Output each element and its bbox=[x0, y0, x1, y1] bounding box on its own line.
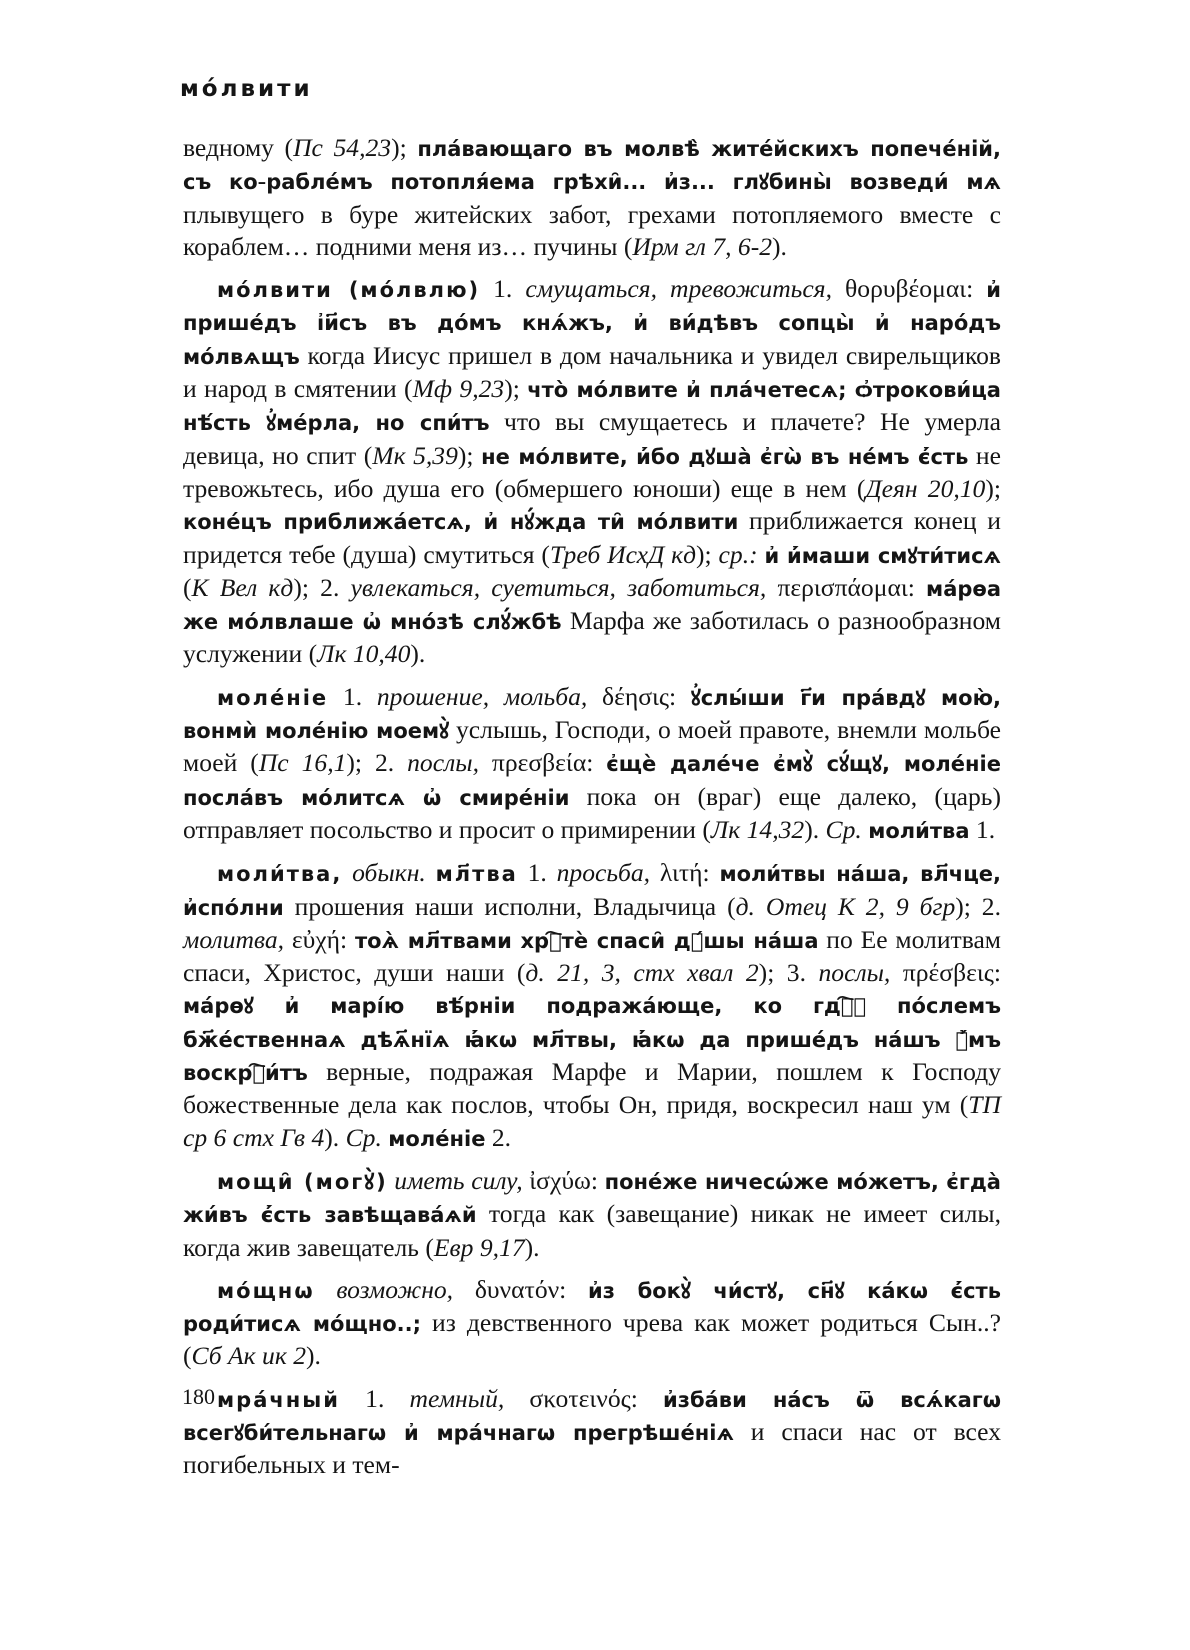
italic-text: Пс 16,1 bbox=[258, 748, 347, 778]
entry-headword: мощи̑ (могꙋ̀) bbox=[217, 1169, 388, 1194]
italic-text: прошение, мольба, bbox=[376, 681, 588, 711]
church-slavonic-quote: и҆з бокꙋ̀ чи́стꙋ, сн҃ꙋ ка́кѡ є҆́сть роди́тисѧ мо́щно..; bbox=[183, 1278, 1001, 1337]
text-segment: что вы смущаетесь и плачете? Не умерла девица, но спит ( bbox=[183, 407, 1001, 470]
church-slavonic-quote: тоѧ̀ мл҃твами хрⷭ҇тѐ спаси̑ дꙋ́шы на́ша bbox=[354, 928, 819, 953]
italic-text: д. Отец К 2, 9 бгр bbox=[735, 891, 956, 921]
text-segment bbox=[758, 540, 765, 569]
text-segment: Марфа же заботилась о разнообразном услужении ( bbox=[183, 606, 1001, 669]
italic-text: Евр 9,17 bbox=[433, 1232, 525, 1262]
italic-text: Мф 9,23 bbox=[412, 374, 505, 404]
text-segment: по Ее молитвам спаси, Христос, души наши ( bbox=[183, 924, 1002, 988]
church-slavonic-quote: поне́же ничесѡ́же мо́жетъ, є҆гда̀ жи́въ є҆́сть завѣщава́ѧй bbox=[183, 1169, 1001, 1228]
entry-headword: мл҃тва bbox=[435, 862, 518, 887]
continuation-paragraph bbox=[183, 132, 1001, 263]
entry-headword: моли́тва, bbox=[217, 862, 343, 887]
italic-text: послы, bbox=[407, 748, 479, 778]
text-segment: из девственного чрева как может родиться Сын..? ( bbox=[183, 1308, 1001, 1371]
text-segment: 1. bbox=[328, 681, 377, 711]
italic-text: Лк 14,32 bbox=[710, 814, 805, 844]
text-segment: ); 2. bbox=[346, 748, 408, 778]
italic-text: Деян 20,10 bbox=[865, 473, 986, 503]
church-slavonic-quote: коне́цъ приближа́етсѧ, и҆ нꙋ́жда ти̑ мо́лвити bbox=[183, 510, 739, 535]
text-segment: ( bbox=[183, 572, 192, 602]
text-segment: 1. bbox=[480, 274, 526, 304]
italic-text: послы, bbox=[818, 958, 891, 988]
italic-text: Треб ИсхД кд bbox=[549, 539, 697, 569]
italic-text: увлекаться, суетиться, заботиться, bbox=[350, 572, 767, 602]
church-slavonic-quote: ꙋ҆слы́ши г҃и пра́вдꙋ мою̀, вонмѝ моле́нiю моемꙋ̀ bbox=[183, 685, 1001, 744]
italic-text: просьба, bbox=[556, 858, 651, 888]
italic-text: Пс 54,23 bbox=[293, 133, 392, 162]
text-segment: περισπάομαι: bbox=[766, 572, 927, 602]
text-segment: ведному ( bbox=[183, 133, 294, 162]
text-segment: не тревожьтесь, ибо душа его (обмершего юноши) еще в нем ( bbox=[183, 440, 1001, 503]
text-segment: приближается конец и придется тебе (душа) смутиться ( bbox=[183, 506, 1002, 569]
text-segment: σκοτεινός: bbox=[504, 1383, 664, 1413]
text-segment: δυνατόν: bbox=[453, 1274, 589, 1304]
dictionary-entry bbox=[183, 273, 1001, 671]
text-segment: 1. bbox=[969, 814, 996, 844]
italic-text: иметь силу, bbox=[394, 1165, 523, 1195]
dictionary-entry bbox=[183, 1274, 1001, 1373]
text-segment: 1. bbox=[340, 1383, 410, 1413]
text-segment: и спаси нас от всех погибельных и тем- bbox=[183, 1416, 1001, 1480]
italic-text: К Вел кд bbox=[191, 572, 294, 602]
text-segment: ); bbox=[504, 374, 528, 404]
text-segment: ). bbox=[306, 1341, 321, 1371]
church-slavonic-quote: моли́тва bbox=[868, 818, 970, 843]
text-segment: ); 2. bbox=[293, 572, 351, 602]
church-slavonic-quote: и҆зба́ви на́съ ѿ всѧ́кагѡ всегꙋби́тельнагѡ и҆ мра́чнагѡ прегрѣше́нiѧ bbox=[183, 1387, 1001, 1445]
text-segment: ). bbox=[324, 1122, 346, 1152]
text-segment: прошения наши исполни, Владычица ( bbox=[283, 891, 736, 921]
church-slavonic-quote: рабле́мъ потопля́ема грѣхи̑... и҆з... глꙋбины̀ возведи́ мѧ bbox=[266, 170, 1001, 195]
text-segment: пока он (враг) еще далеко, (царь) отправляет посольство и просит о примирении ( bbox=[183, 781, 1001, 844]
italic-text: Мк 5,39 bbox=[372, 440, 458, 470]
church-slavonic-quote: ма́рѳа же мо́лвлаше ѡ҆ мно́зѣ слꙋ́жбѣ bbox=[183, 576, 1001, 635]
church-slavonic-quote: что̀ мо́лвите и҆ пла́четесѧ; ѻ҆трокови́ца нѣ́сть ꙋ҆ме́рла, но спи́тъ bbox=[183, 378, 1001, 436]
text-segment: πρεσβεία: bbox=[478, 748, 607, 778]
church-slavonic-quote: моли́твы на́ша, вл҃чце, и҆спо́лни bbox=[183, 862, 1001, 920]
text-segment: ); bbox=[391, 133, 418, 162]
text-segment: λιτή: bbox=[650, 858, 720, 888]
text-segment: πρέσβεις: bbox=[890, 958, 1001, 988]
italic-text: Ирм гл 7, 6-2 bbox=[632, 231, 773, 261]
italic-text: молитва, bbox=[183, 924, 285, 954]
italic-text: ср.: bbox=[718, 539, 758, 569]
church-slavonic-quote: пла́вающаго въ молвѣ̀ жите́йскихъ попече́нiй, съ ко bbox=[183, 137, 1001, 195]
entry-headword: мо́щнѡ bbox=[217, 1278, 315, 1303]
text-segment: тогда как (завещание) никак не имеет силы, когда жив завещатель ( bbox=[183, 1199, 1001, 1262]
text-segment bbox=[342, 858, 352, 887]
text-segment: ); bbox=[696, 539, 719, 569]
text-segment: 2. bbox=[485, 1122, 512, 1152]
church-slavonic-quote: моле́нiе bbox=[388, 1126, 486, 1151]
text-segment: 1. bbox=[517, 858, 557, 888]
text-segment: ). bbox=[524, 1232, 540, 1262]
text-segment: верные, подражая Марфе и Марии, пошлем к Господу божественные дела как послов, чтобы Он, придя, воскресил наш ум ( bbox=[183, 1057, 1001, 1120]
italic-text: возможно, bbox=[336, 1274, 454, 1304]
church-slavonic-quote: не мо́лвите, и҆́бо дꙋша̀ є҆гѡ̀ въ не́мъ є҆́сть bbox=[481, 444, 969, 469]
italic-text: д. 21, 3, стх хвал 2 bbox=[525, 958, 759, 988]
italic-text: Ср. bbox=[825, 814, 862, 844]
body-text bbox=[183, 132, 1001, 1492]
entry-headword: мра́чный bbox=[217, 1387, 340, 1412]
church-slavonic-quote: и҆ и҆́маши смꙋти́тисѧ bbox=[764, 543, 1001, 568]
text-segment: когда Иисус пришел в дом начальника и увидел свирельщиков и народ в смятении ( bbox=[183, 340, 1001, 404]
running-head: мо́лвити bbox=[180, 76, 313, 102]
text-segment: ἰσχύω: bbox=[522, 1165, 605, 1195]
text-segment: δέησις: bbox=[587, 681, 691, 711]
italic-text: темный, bbox=[409, 1383, 505, 1413]
italic-text: смущаться, тревожиться, bbox=[525, 274, 832, 304]
text-segment: ); bbox=[457, 440, 482, 470]
text-segment: ). bbox=[804, 814, 826, 844]
text-segment: ). bbox=[772, 231, 787, 261]
italic-text: обыкн. bbox=[352, 858, 426, 888]
text-segment: услышь, Господи, о моей правоте, внемли мольбе моей ( bbox=[183, 715, 1001, 778]
church-slavonic-quote: є҆щѐ дале́че є҆мꙋ̀ сꙋ́щꙋ, моле́нiе посла́въ мо́литсѧ ѡ҆ смире́нiи bbox=[183, 752, 1001, 810]
dictionary-entry bbox=[183, 681, 1001, 847]
text-segment: - bbox=[257, 166, 267, 196]
text-segment: плывущего в буре житейских забот, грехами потопляемого вместе с кораблем… подними меня из… пучины ( bbox=[183, 199, 1001, 261]
entry-headword: моле́нiе bbox=[217, 685, 329, 710]
text-segment: ); 3. bbox=[758, 958, 819, 988]
dictionary-entry bbox=[183, 1165, 1001, 1264]
entry-headword: мо́лвити (мо́лвлю) bbox=[217, 278, 481, 303]
text-segment: ); bbox=[985, 473, 1001, 503]
italic-text: Ср. bbox=[345, 1122, 382, 1152]
italic-text: ТП ср 6 стх Гв 4 bbox=[183, 1090, 1001, 1152]
text-segment: εὐχή: bbox=[284, 924, 355, 954]
text-segment: ); 2. bbox=[955, 891, 1001, 921]
dictionary-entry bbox=[183, 857, 1001, 1155]
text-segment bbox=[426, 858, 436, 887]
dictionary-entry bbox=[183, 1383, 1001, 1482]
page-number: 180 bbox=[182, 1384, 215, 1409]
italic-text: Лк 10,40 bbox=[317, 639, 411, 669]
church-slavonic-quote: ма́рѳꙋ и҆ марі́ю вѣ́рнiи подража́юще, ко гдⷭ҇ꙋ по́слемъ бж҃е́ственнаѧ дѣѧ҃нїѧ ꙗ҆́кѡ мл҃твы, ꙗ҆́кѡ да прише́дъ на́шъ ꙋ҆́мъ воскрⷭ҇и́тъ bbox=[183, 994, 1001, 1086]
text-segment: θορυβέομαι: bbox=[831, 274, 987, 304]
church-slavonic-quote: и҆ прише́дъ і҆и҃съ въ до́мъ кнѧ́жъ, и҆ ви́дѣвъ сопцы̀ и҆ наро́дъ мо́лвѧщъ bbox=[183, 278, 1001, 369]
italic-text: Сб Ак ик 2 bbox=[191, 1341, 307, 1371]
text-segment: ). bbox=[410, 639, 426, 669]
text-segment bbox=[315, 1275, 337, 1304]
